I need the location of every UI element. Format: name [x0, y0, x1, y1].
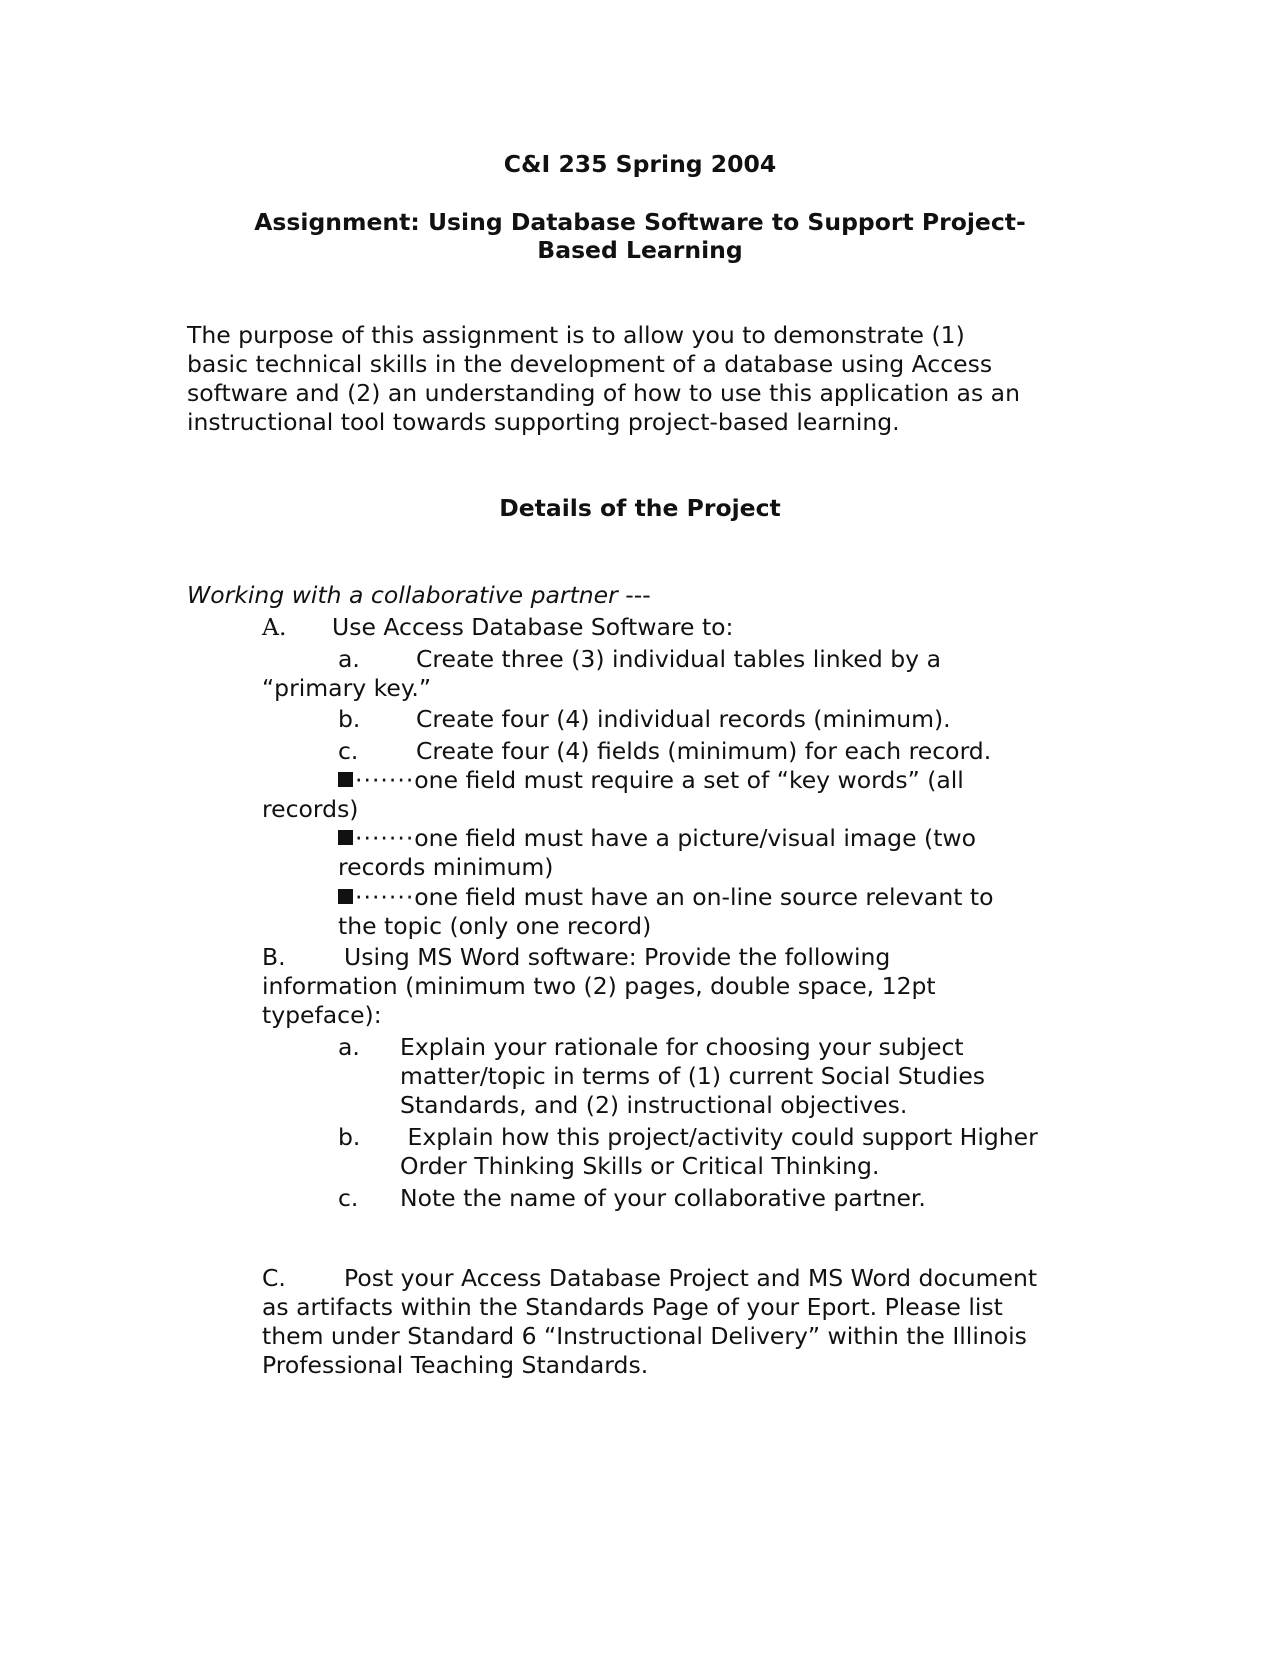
section-a-item-b-label: b.: [338, 705, 361, 733]
details-heading: Details of the Project: [499, 494, 781, 522]
section-b-item-b-line1: Explain how this project/activity could support Higher: [400, 1123, 1038, 1151]
section-b-item-a-line3: Standards, and (2) instructional objectives.: [400, 1091, 908, 1119]
section-b-item-a-line2: matter/topic in terms of (1) current Social Studies: [400, 1062, 986, 1090]
section-c-label: C.: [262, 1264, 286, 1292]
assignment-title-line2: Based Learning: [537, 236, 743, 264]
section-b-line2: information (minimum two (2) pages, double space, 12pt: [262, 972, 936, 1000]
bullet-item: [338, 883, 994, 912]
square-bullet-icon: [338, 889, 353, 904]
section-b-item-b-line2: Order Thinking Skills or Critical Thinking.: [400, 1152, 880, 1180]
square-bullet-icon: [338, 772, 353, 787]
section-b-item-a-label: a.: [338, 1033, 360, 1061]
bullet-text-continued: records): [262, 795, 359, 823]
bullet-text-continued: records minimum): [338, 853, 554, 881]
bullet-item: [338, 824, 976, 853]
bullet-leader-dots: ·······: [355, 766, 415, 794]
bullet-text-continued: the topic (only one record): [338, 912, 652, 940]
bullet-text: one field must require a set of “key words” (all: [414, 766, 964, 794]
section-a-text: Use Access Database Software to:: [332, 613, 734, 641]
purpose-line: The purpose of this assignment is to allow you to demonstrate (1): [187, 321, 965, 349]
section-a-item-a-line2: “primary key.”: [262, 674, 432, 702]
section-b-label: B.: [262, 943, 286, 971]
section-c-line2: as artifacts within the Standards Page of your Eport. Please list: [262, 1293, 1003, 1321]
collaborative-intro: [187, 581, 651, 610]
bullet-leader-dots: ·······: [355, 883, 415, 911]
square-bullet-icon: [338, 830, 353, 845]
collaborative-intro-dashes: ---: [617, 581, 651, 609]
section-a-label: A.: [262, 613, 287, 641]
section-c-line4: Professional Teaching Standards.: [262, 1351, 649, 1379]
bullet-item: [338, 766, 964, 795]
section-c-line1: Post your Access Database Project and MS Word document: [344, 1264, 1038, 1292]
section-a-item-b-text: Create four (4) individual records (minimum).: [416, 705, 951, 733]
purpose-line: software and (2) an understanding of how to use this application as an: [187, 379, 1020, 407]
bullet-text: one field must have an on-line source relevant to: [414, 883, 994, 911]
section-a-item-a-label: a.: [338, 645, 360, 673]
bullet-text: one field must have a picture/visual image (two: [414, 824, 977, 852]
collaborative-intro-italic: Working with a collaborative partner: [187, 581, 618, 609]
section-b-line1: Using MS Word software: Provide the following: [344, 943, 891, 971]
section-b-item-c-label: c.: [338, 1184, 359, 1212]
purpose-paragraph: [187, 321, 1097, 437]
section-b-item-a-line1: Explain your rationale for choosing your subject: [400, 1033, 964, 1061]
section-b-item-b-label: b.: [338, 1123, 361, 1151]
section-a-item-c-text: Create four (4) fields (minimum) for each record.: [416, 737, 992, 765]
purpose-line: instructional tool towards supporting project-based learning.: [187, 408, 900, 436]
section-b-item-c-text: Note the name of your collaborative partner.: [400, 1184, 926, 1212]
course-heading: C&I 235 Spring 2004: [503, 150, 777, 178]
assignment-title-line1: Assignment: Using Database Software to Support Project-: [254, 208, 1026, 236]
section-a-item-c-label: c.: [338, 737, 359, 765]
bullet-leader-dots: ·······: [355, 824, 415, 852]
purpose-line: basic technical skills in the development of a database using Access: [187, 350, 993, 378]
section-c-line3: them under Standard 6 “Instructional Delivery” within the Illinois: [262, 1322, 1027, 1350]
section-b-line3: typeface):: [262, 1001, 382, 1029]
section-a-item-a-line1: Create three (3) individual tables linked by a: [416, 645, 941, 673]
